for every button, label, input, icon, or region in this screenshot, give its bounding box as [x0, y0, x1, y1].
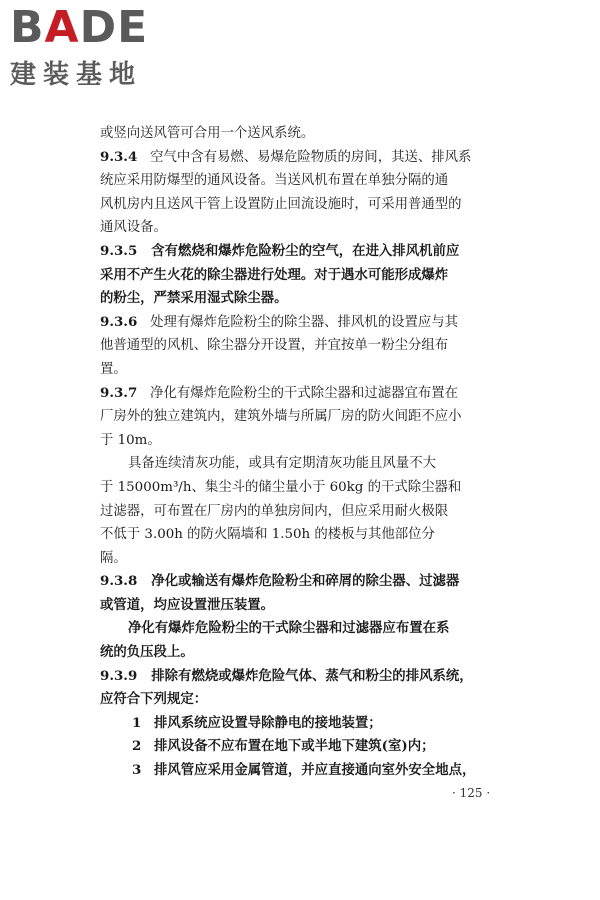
clause-9-3-7-line: 9.3.7 净化有爆炸危险粉尘的干式除尘器和过滤器宜布置在 — [100, 384, 459, 401]
clause-9-3-9-line: 9.3.9 排除有燃烧或爆炸危险气体、蒸气和粉尘的排风系统， — [100, 667, 473, 684]
clause-9-3-8-line: 9.3.8 净化或输送有爆炸危险粉尘和碎屑的除尘器、过滤器 — [100, 573, 460, 590]
text-line: 于 10m。 — [100, 432, 161, 448]
text-line: 隔。 — [100, 550, 127, 566]
page-number: · 125 · — [452, 786, 491, 800]
list-item-2: 2 排风设备不应布置在地下或半地下建筑(室)内； — [132, 738, 435, 755]
bade-logo — [10, 2, 175, 90]
document-body — [100, 122, 518, 783]
text-line: 通风设备。 — [100, 220, 167, 236]
logo-chinese-name: 建装基地 — [10, 60, 143, 90]
logo-wordmark: BADE — [10, 2, 149, 53]
paragraph-start-line: 具备连续清灰功能，或具有定期清灰功能且风量不大 — [128, 456, 436, 472]
clause-9-3-5-line: 9.3.5 含有燃烧和爆炸危险粉尘的空气，在进入排风机前应 — [100, 242, 460, 259]
text-line: 的粉尘，严禁采用湿式除尘器。 — [100, 290, 288, 307]
text-line: 应符合下列规定： — [100, 691, 208, 708]
text-line: 统的负压段上。 — [100, 644, 194, 661]
list-item-1: 1 排风系统应设置导除静电的接地装置； — [132, 714, 382, 731]
text-line: 于 15000m³/h、集尘斗的储尘量小于 60kg 的干式除尘器和 — [100, 479, 462, 495]
clause-9-3-4-line: 9.3.4 空气中含有易燃、易爆危险物质的房间，其送、排风系 — [100, 148, 472, 165]
paragraph-start-line: 净化有爆炸危险粉尘的干式除尘器和过滤器应布置在系 — [128, 620, 450, 637]
text-line: 风机房内且送风干管上设置防止回流设施时，可采用普通型的 — [100, 196, 462, 212]
text-line: 或管道，均应设置泄压装置。 — [100, 596, 275, 613]
text-line: 他普通型的风机、除尘器分开设置，并宜按单一粉尘分组布 — [100, 338, 449, 354]
text-line: 不低于 3.00h 的防火隔墙和 1.50h 的楼板与其他部位分 — [100, 527, 435, 543]
text-line: 统应采用防爆型的通风设备。当送风机布置在单独分隔的通 — [100, 173, 449, 189]
text-line: 置。 — [100, 361, 127, 377]
text-line: 厂房外的独立建筑内，建筑外墙与所属厂房的防火间距不应小 — [100, 409, 462, 425]
clause-9-3-6-line: 9.3.6 处理有爆炸危险粉尘的除尘器、排风机的设置应与其 — [100, 313, 459, 330]
text-line: 采用不产生火花的除尘器进行处理。对于遇水可能形成爆炸 — [100, 266, 449, 283]
text-line: 过滤器，可布置在厂房内的单独房间内，但应采用耐火极限 — [100, 503, 449, 519]
list-item-3: 3 排风管应采用金属管道，并应直接通向室外安全地点， — [132, 762, 476, 779]
text-line: 或竖向送风管可合用一个送风系统。 — [100, 126, 315, 141]
